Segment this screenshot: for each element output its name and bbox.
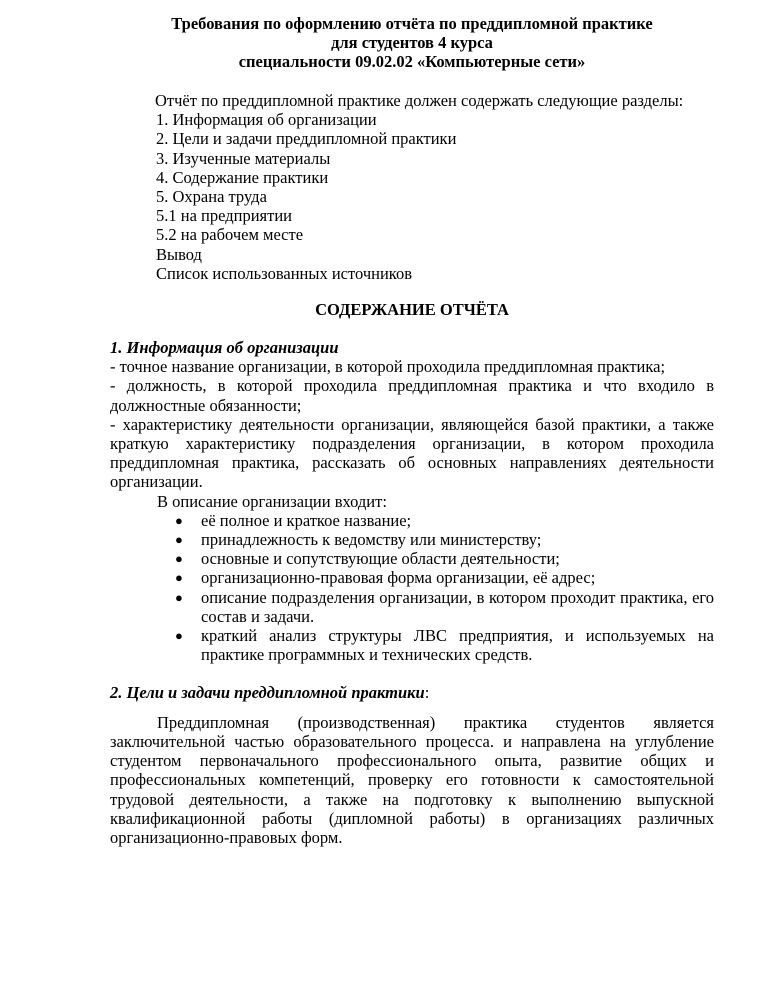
list-item: 5.1 на предприятии — [156, 206, 292, 226]
list-item: 4. Содержание практики — [156, 167, 329, 187]
list-item-text: принадлежность к ведомству или министерству; — [201, 530, 542, 550]
document-title-line-1: Требования по оформлению отчёта по преддипломной практике — [171, 14, 653, 33]
intro-paragraph: Отчёт по преддипломной практике должен содержать следующие разделы: — [155, 91, 684, 110]
list-item — [175, 626, 714, 665]
section-1-lead-in: В описание организации входит: — [157, 491, 387, 511]
bullet-icon: ● — [175, 551, 183, 567]
list-item-text: основные и сопутствующие области деятельности; — [201, 549, 560, 569]
section-2-heading: 2. Цели и задачи преддипломной практики — [110, 683, 425, 703]
list-item-text: организационно-правовая форма организации, её адрес; — [201, 568, 596, 588]
list-item: 2. Цели и задачи преддипломной практики — [156, 129, 457, 149]
section-1-heading: 1. Информация об организации — [110, 338, 339, 358]
list-item — [175, 568, 714, 588]
bullet-icon: ● — [175, 570, 183, 586]
section-1-paragraph: - точное название организации, в которой проходила преддипломная практика; — [110, 357, 666, 377]
list-item: 5.2 на рабочем месте — [156, 225, 304, 245]
list-item — [175, 510, 714, 530]
list-item: 1. Информация об организации — [156, 110, 377, 130]
document-page — [110, 14, 714, 847]
section-2-heading-line — [110, 683, 714, 702]
list-item — [175, 549, 714, 569]
section-2-heading-suffix: : — [424, 683, 430, 703]
list-item: Список использованных источников — [156, 263, 412, 283]
bullet-icon: ● — [175, 589, 183, 605]
section-1-paragraph: - должность, в которой проходила преддипломная практика и что входило в должностные обязанности; — [110, 376, 714, 415]
list-item-text: её полное и краткое название; — [201, 510, 412, 530]
required-sections-list — [156, 110, 714, 283]
section-title: СОДЕРЖАНИЕ ОТЧЁТА — [315, 300, 509, 320]
list-item-text: краткий анализ структуры ЛВС предприятия, и используемых на практике программных и технических средств. — [201, 626, 714, 665]
section-2-paragraph: Преддипломная (производственная) практика студентов является заключительной частью образовательного процесса. и направлена на углубление студентом первоначального профессионального опыта, развитие общих и профессиональных компетенций, проверку его готовности к самостоятельной трудовой деятельности, а также на подготовку к выполнению выпускной квалификационной работы (дипломной работы) в организациях различных организационно-правовых форм. — [110, 712, 714, 847]
bullet-icon: ● — [175, 532, 183, 548]
list-item — [175, 587, 714, 626]
organization-description-list — [110, 511, 714, 665]
list-item: Вывод — [156, 244, 202, 264]
section-1-paragraph: - характеристику деятельности организации, являющейся базой практики, а также краткую характеристику подразделения организации, в котором проходила преддипломная практика, рассказать об основных направлениях деятельности организации. — [110, 414, 714, 492]
bullet-icon: ● — [175, 512, 183, 528]
list-item — [175, 530, 714, 550]
list-item: 5. Охрана труда — [156, 187, 267, 207]
document-title-line-3: специальности 09.02.02 «Компьютерные сети» — [238, 52, 586, 71]
document-title-line-2: для студентов 4 курса — [331, 33, 493, 52]
list-item-text: описание подразделения организации, в котором проходит практика, его состав и задачи. — [201, 587, 714, 626]
bullet-icon: ● — [175, 628, 183, 644]
list-item: 3. Изученные материалы — [156, 148, 331, 168]
